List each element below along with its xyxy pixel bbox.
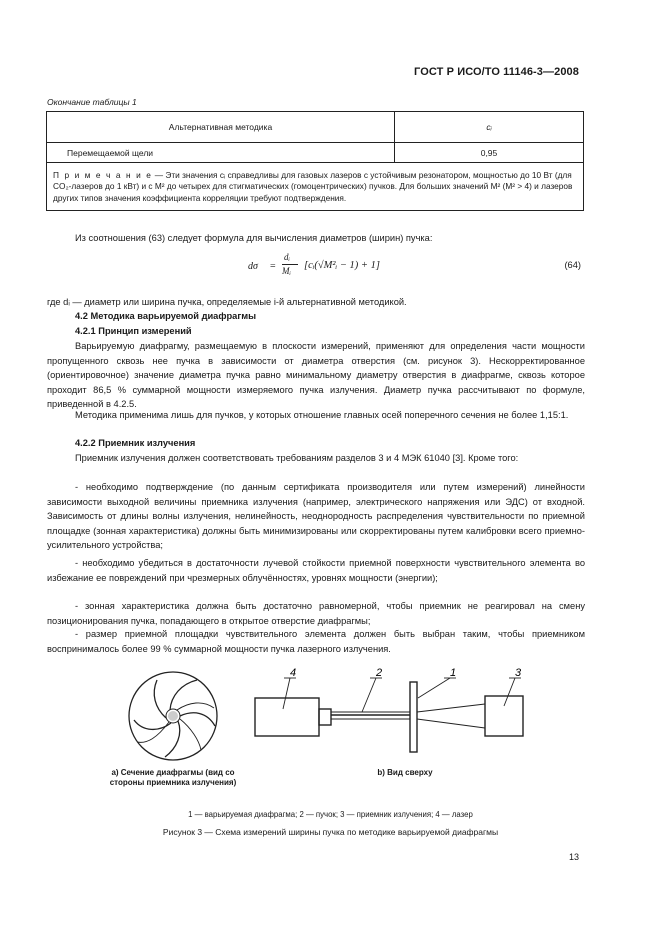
- paragraph-4-2-2-a: Приемник излучения должен соответствовать требованиям разделов 3 и 4 МЭК 61040 [3]. Кроме того:: [75, 453, 519, 463]
- table-note-row: [47, 163, 584, 211]
- heading-4-2: 4.2 Методика варьируемой диафрагмы: [75, 311, 257, 321]
- formula-frac-den: Mᵢ: [282, 266, 291, 276]
- table-cell-coef: 0,95: [395, 143, 584, 163]
- diaphragm-plate: [410, 682, 417, 752]
- formula-inner: [cᵢ(√M²ᵢ − 1) + 1]: [304, 260, 380, 271]
- heading-4-2-1: 4.2.1 Принцип измерений: [75, 326, 192, 336]
- table-row: [47, 143, 584, 163]
- page-number: 13: [568, 852, 579, 862]
- table-caption: Окончание таблицы 1: [47, 97, 137, 107]
- table-note: [47, 163, 584, 211]
- alt-methods-table: [46, 111, 584, 211]
- laser-output: [319, 709, 331, 725]
- paragraph-4-2-1-a: Варьируемую диафрагму, размещаемую в плоскости измерений, применяют для определения части мощности пропущенного сквозь нее пучка в зависимости от диаметра отверстия (см. рисунок 3). Нескорректированное (ориентировочное) значение диаметра пучка равно минимальному диаметру отверстия в диафрагме, сквозь которое проходит 86,5 % суммарной мощности измеряемого пучка излучения. Диаметр пучка рассчитывают по формуле, приведенной в 4.2.5.: [47, 341, 585, 410]
- receiver-body: [485, 696, 523, 736]
- bullet-4: - размер приемной площадки чувствительного элемента должен быть выбран таким, чтобы приемником воспринималось более 99 % суммарной мощности пучка лазерного излучения.: [47, 629, 585, 654]
- bullet-3: - зонная характеристика должна быть достаточно равномерной, чтобы приемник не реагировал на смену позиционирования пучка, попадающего в открытое отверстие диафрагмы;: [47, 601, 585, 626]
- table-head-coef: cᵢ: [395, 112, 584, 143]
- callout-2: 2: [376, 668, 383, 679]
- callout-3: 3: [515, 668, 522, 679]
- paragraph-where: где dᵢ — диаметр или ширина пучка, определяемые i-й альтернативной методикой.: [47, 297, 407, 307]
- equation-number: (64): [564, 260, 581, 270]
- top-view: [255, 678, 523, 752]
- callout-1: 1: [450, 668, 457, 679]
- standard-header: ГОСТ Р ИСО/ТО 11146-3—2008: [414, 66, 579, 78]
- formula-frac-num: dᵢ: [284, 252, 290, 262]
- table-head-method: Альтернативная методика: [47, 112, 395, 143]
- heading-4-2-2: 4.2.2 Приемник излучения: [75, 438, 196, 448]
- formula-lhs: dσ: [248, 261, 258, 272]
- paragraph-intro: Из соотношения (63) следует формула для вычисления диаметров (ширин) пучка:: [75, 233, 433, 243]
- figure-3-diagram: [100, 668, 540, 766]
- figure-legend: 1 — варьируемая диафрагма; 2 — пучок; 3 — приемник излучения; 4 — лазер: [188, 810, 473, 819]
- figure-caption: Рисунок 3 — Схема измерений ширины пучка по методике варьируемой диафрагмы: [162, 827, 499, 837]
- formula-64: dσ = dᵢ Mᵢ [cᵢ(√M²ᵢ − 1) + 1]: [248, 252, 380, 276]
- note-text: — Эти значения cᵢ справедливы для газовых лазеров с устойчивым резонатором, мощностью до 10 Вт (для CO₂-лазеров до 1 кВт) и с M² до четырех для стигматических (гомоцентрических) пучков. Для больших значений M² (M² > 4) и лазеров других типов значения коэффициента корреляции требуют подтверждения.: [53, 169, 573, 203]
- bullet-1: - необходимо подтверждение (по данным сертификата производителя или путем измерений) линейности зависимости выходной величины приемника излучения (например, электрического напряжения или ЭДС) от входной. Зависимость от длины волны излучения, нелинейность, неоднородность распределения чувствительности по приемной площадке (зонная характеристика) должны быть минимизированы или скорректированы путем калибровки всего приемно-усилительного устройства;: [47, 482, 585, 551]
- iris-diaphragm: [129, 672, 217, 760]
- table-header-row: [47, 112, 584, 143]
- callout-4: 4: [290, 668, 297, 679]
- note-label: П р и м е ч а н и е: [53, 169, 153, 180]
- laser-body: [255, 698, 319, 736]
- figure-label-a: а) Сечение диафрагмы (вид со стороны приемника излучения): [109, 768, 237, 787]
- table-cell-method: Перемещаемой щели: [47, 143, 395, 163]
- bullet-2: - необходимо убедиться в достаточности лучевой стойкости приемной поверхности чувствительного элемента во избежание ее повреждений при чрезмерных облучённостях, уровнях мощности (энергии);: [47, 558, 585, 583]
- paragraph-4-2-1-b: Методика применима лишь для пучков, у которых отношение главных осей поперечного сечения не более 1,15:1.: [75, 410, 569, 420]
- figure-label-b: b) Вид сверху: [377, 768, 433, 777]
